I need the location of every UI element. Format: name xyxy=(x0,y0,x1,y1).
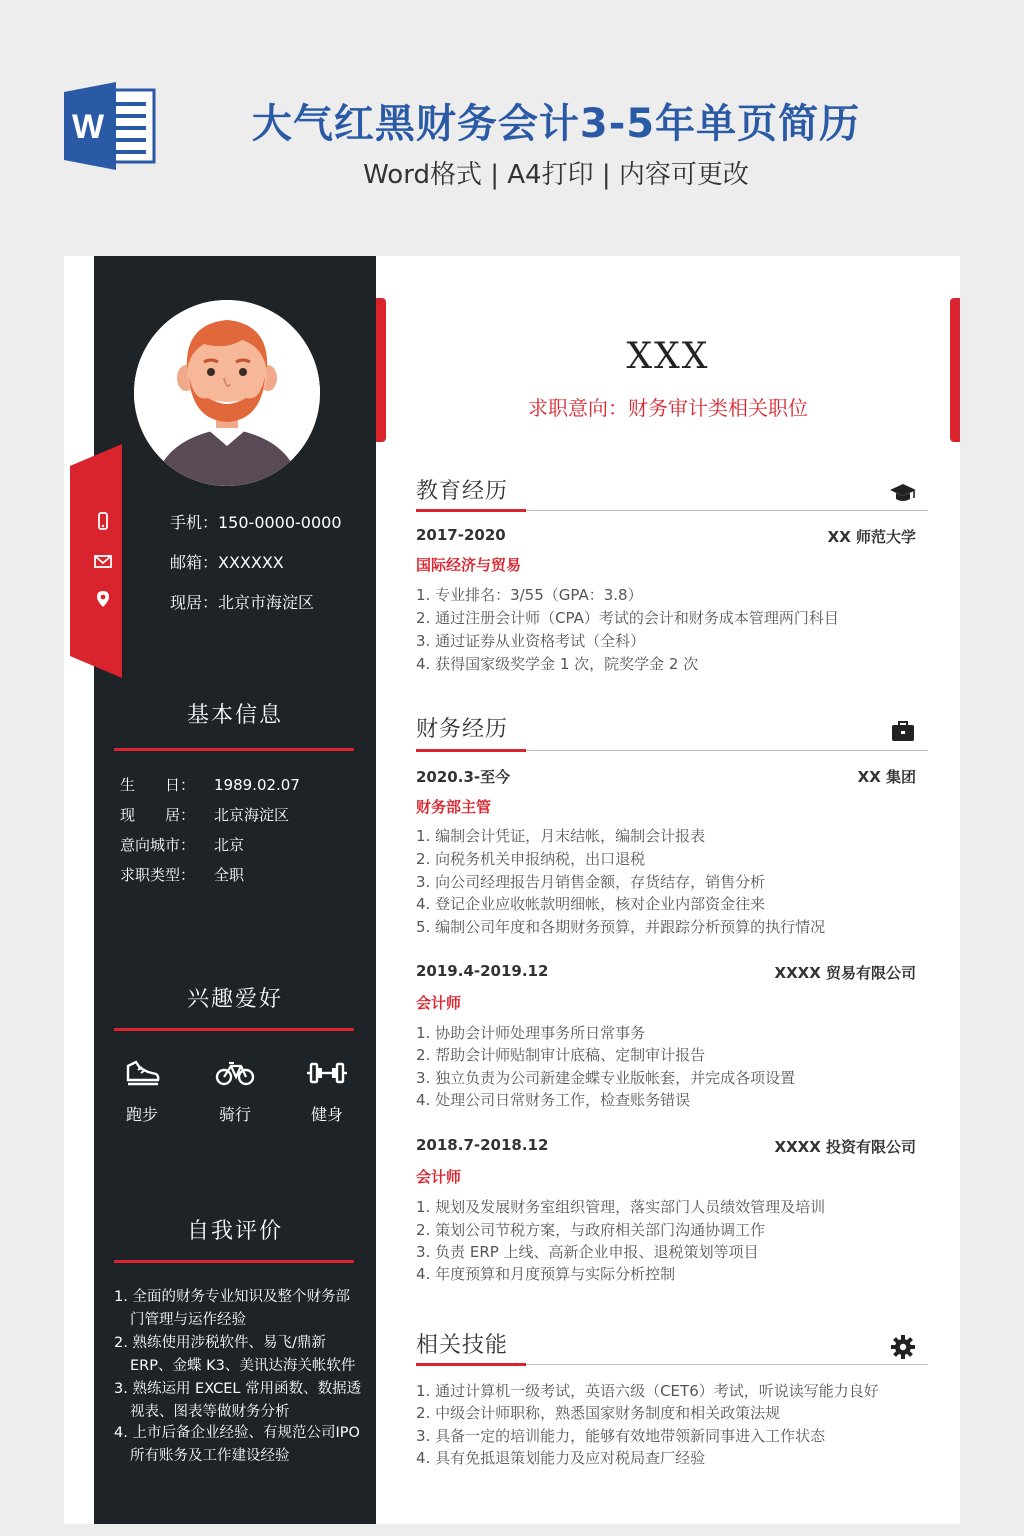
job-item: 4. 处理公司日常财务工作，检查账务错误 xyxy=(416,1091,691,1109)
education-period: 2017-2020 xyxy=(416,526,506,544)
avatar xyxy=(134,300,320,486)
job-item: 1. 协助会计师处理事务所日常事务 xyxy=(416,1024,646,1042)
job-item: 4. 登记企业应收帐款明细帐，核对企业内部资金往来 xyxy=(416,895,766,913)
hobbies-rule xyxy=(114,1028,354,1031)
banner-title: 大气红黑财务会计3-5年单页简历 xyxy=(251,101,861,147)
graduation-cap-icon xyxy=(890,480,916,506)
education-item: 3. 通过证券从业资格考试（全科） xyxy=(416,632,646,650)
dumbbell-icon xyxy=(307,1058,347,1088)
job-period: 2020.3-至今 xyxy=(416,768,511,786)
info-row: 意向城市： 北京 xyxy=(120,836,245,854)
basic-info-rule xyxy=(114,748,354,751)
education-item: 2. 通过注册会计师（CPA）考试的会计和财务成本管理两门科目 xyxy=(416,609,839,627)
job-item: 2. 向税务机关申报纳税，出口退税 xyxy=(416,850,646,868)
candidate-name: XXX xyxy=(626,336,710,377)
job-role: 会计师 xyxy=(416,1168,462,1186)
education-school: XX 师范大学 xyxy=(827,528,916,546)
svg-text:W: W xyxy=(71,108,105,146)
education-item: 1. 专业排名：3/55（GPA：3.8） xyxy=(416,586,643,604)
info-row: 生 日： 1989.02.07 xyxy=(120,776,300,794)
avatar-illustration xyxy=(134,300,320,486)
education-title: 教育经历 xyxy=(416,479,509,504)
hobby-fitness: 健身 xyxy=(287,1058,367,1125)
self-eval-item: 2. 熟练使用涉税软件、易飞/鼎新ERP、金蝶 K3、美讯达海关帐软件 xyxy=(114,1335,356,1374)
experience-accent xyxy=(416,749,526,752)
self-eval-item: 3. 熟练运用 EXCEL 常用函数、数据透视表、图表等做财务分析 xyxy=(114,1381,362,1420)
contact-email: 邮箱：XXXXXX xyxy=(170,553,284,572)
accent-bar-left xyxy=(376,298,386,442)
mail-icon xyxy=(94,552,112,570)
briefcase-icon xyxy=(890,718,916,744)
contact-phone: 手机：150-0000-0000 xyxy=(170,513,342,532)
bicycle-icon xyxy=(215,1058,255,1088)
skills-item: 1. 通过计算机一级考试，英语六级（CET6）考试，听说读写能力良好 xyxy=(416,1382,879,1400)
job-period: 2019.4-2019.12 xyxy=(416,962,549,980)
sidebar xyxy=(94,256,376,1524)
hobby-cycling: 骑行 xyxy=(195,1058,275,1125)
job-company: XX 集团 xyxy=(857,768,916,786)
phone-icon xyxy=(94,512,112,530)
job-item: 4. 年度预算和月度预算与实际分析控制 xyxy=(416,1265,676,1283)
job-intent: 求职意向：财务审计类相关职位 xyxy=(528,396,808,420)
job-company: XXXX 投资有限公司 xyxy=(774,1138,916,1156)
job-period: 2018.7-2018.12 xyxy=(416,1136,549,1154)
skills-accent xyxy=(416,1363,526,1366)
job-role: 会计师 xyxy=(416,994,462,1012)
education-item: 4. 获得国家级奖学金 1 次，院奖学金 2 次 xyxy=(416,655,699,673)
job-item: 2. 策划公司节税方案，与政府相关部门沟通协调工作 xyxy=(416,1221,766,1239)
gear-icon xyxy=(890,1334,916,1360)
banner-subtitle: Word格式 | A4打印 | 内容可更改 xyxy=(363,160,749,190)
job-item: 5. 编制公司年度和各期财务预算，并跟踪分析预算的执行情况 xyxy=(416,918,826,936)
job-item: 3. 向公司经理报告月销售金额，存货结存，销售分析 xyxy=(416,873,766,891)
hobbies-title: 兴趣爱好 xyxy=(186,987,283,1012)
skills-item: 4. 具有免抵退策划能力及应对税局查厂经验 xyxy=(416,1449,706,1467)
job-company: XXXX 贸易有限公司 xyxy=(774,964,916,982)
contact-icon-tab xyxy=(70,466,122,656)
self-eval-title: 自我评价 xyxy=(186,1219,283,1244)
self-eval-item: 4. 上市后备企业经验、有规范公司IPO 所有账务及工作建设经验 xyxy=(114,1425,360,1464)
contact-address: 现居：北京市海淀区 xyxy=(170,593,315,612)
word-icon xyxy=(64,82,156,170)
job-item: 3. 独立负责为公司新建金蝶专业版帐套，并完成各项设置 xyxy=(416,1069,796,1087)
job-item: 1. 编制会计凭证，月末结帐，编制会计报表 xyxy=(416,827,706,845)
info-row: 现 居： 北京海淀区 xyxy=(120,806,290,824)
job-item: 3. 负责 ERP 上线、高新企业申报、退税策划等项目 xyxy=(416,1243,759,1261)
basic-info-title: 基本信息 xyxy=(186,703,283,728)
skills-title: 相关技能 xyxy=(416,1333,509,1358)
education-major: 国际经济与贸易 xyxy=(416,556,522,574)
running-shoe-icon xyxy=(124,1058,160,1088)
hobby-running: 跑步 xyxy=(102,1058,182,1125)
banner xyxy=(0,0,1024,256)
skills-item: 2. 中级会计师职称，熟悉国家财务制度和相关政策法规 xyxy=(416,1404,781,1422)
location-icon xyxy=(94,590,112,608)
info-row: 求职类型： 全职 xyxy=(120,866,245,884)
job-item: 1. 规划及发展财务室组织管理，落实部门人员绩效管理及培训 xyxy=(416,1198,826,1216)
accent-bar-right xyxy=(950,298,960,442)
experience-title: 财务经历 xyxy=(416,717,509,742)
self-eval-item: 1. 全面的财务专业知识及整个财务部门管理与运作经验 xyxy=(114,1289,350,1328)
education-accent xyxy=(416,509,526,512)
self-eval-rule xyxy=(114,1260,354,1263)
job-role: 财务部主管 xyxy=(416,798,492,816)
job-item: 2. 帮助会计师贴制审计底稿、定制审计报告 xyxy=(416,1046,706,1064)
resume-page xyxy=(64,256,960,1524)
skills-item: 3. 具备一定的培训能力，能够有效地带领新同事进入工作状态 xyxy=(416,1427,826,1445)
